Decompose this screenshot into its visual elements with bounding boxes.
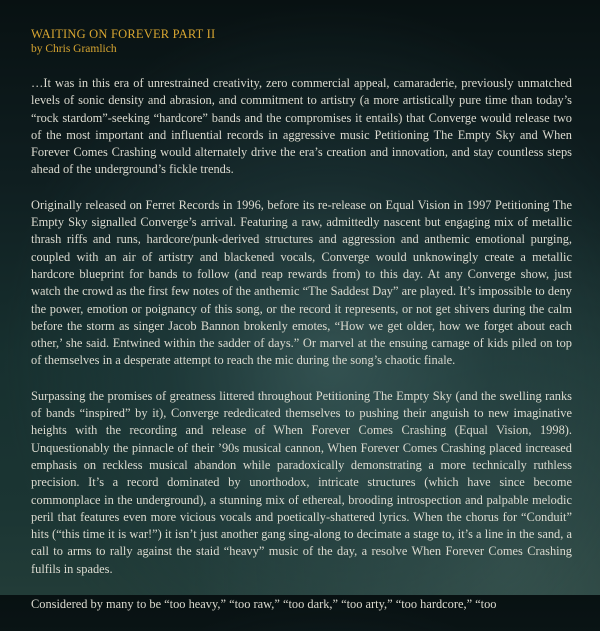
article-title: WAITING ON FOREVER PART II (31, 27, 216, 41)
paragraph-intro: …It was in this era of unrestrained creativity, zero commercial appeal, camaraderie, previously unmatched levels of sonic density and abrasion, and commitment to artistry (a more artistically pure time than today’s “rock stardom”-seeking “hardcore” bands and the compromises it entails) that Converge would release two of the most important and influential records in aggressive music Petitioning The Empty Sky and When Forever Comes Crashing would alternately drive the era’s creation and innovation, and stay countless steps ahead of the underground’s fickle trends. (31, 76, 572, 177)
paragraph-petitioning: Originally released on Ferret Records in 1996, before its re-release on Equal Vision in 1997 Petitioning The Empty Sky signalled Converge’s arrival. Featuring a raw, admittedly nascent but engaging mix of metallic thrash riffs and runs, hardcore/punk-derived structures and aggression and anthemic emotional purging, coupled with an air of artistry and blackened vocals, Converge would unknowingly create a metallic hardcore blueprint for bands to follow (and reap rewards from) to this day. At any Converge show, just watch the crowd as the first few notes of the anthemic “The Saddest Day” are played. It’s impossible to deny the power, emotion or poignancy of this song, or the record it represents, or not get shivers during the calm before the storm as singer Jacob Bannon brokenly emotes, “How we get older, how we forget about each other,’ she said. Entwined within the sadder of days.” Or marvel at the ensuing carnage of kids piled on top of themselves in a desperate attempt to reach the mic during the song’s chaotic finale. (31, 197, 572, 368)
paragraph-when-forever: Surpassing the promises of greatness littered throughout Petitioning The Empty Sky (and the swelling ranks of bands “inspired” by it), Converge rededicated themselves to pushing their anguish to new imaginative heights with the recording and release of When Forever Comes Crashing (Equal Vision, 1998). Unquestionably the pinnacle of their ’90s musical cannon, When Forever Comes Crashing placed increased emphasis on reckless musical abandon while paradoxically demonstrating a more technically ruthless precision. It’s a record dominated by unorthodox, intricate structures (which have since become commonplace in the underground), a stunning mix of ethereal, brooding introspection and palpable melodic peril that features even more vicious vocals and poetically-shattered lyrics. When the chorus for “Conduit” hits (“this time it is war!”) it isn’t just another gang sing-along to decimate a stage to, it’s a line in the sand, a call to arms to rally against the staid “heavy” music of the day, a resolve When Forever Comes Crashing fulfils in spades. (31, 388, 572, 576)
article-byline: by Chris Gramlich (31, 43, 117, 55)
paragraph-considered: Considered by many to be “too heavy,” “too raw,” “too dark,” “too arty,” “too hardcore,” “too (31, 597, 497, 612)
article-body (31, 75, 572, 631)
article-header (31, 27, 215, 56)
